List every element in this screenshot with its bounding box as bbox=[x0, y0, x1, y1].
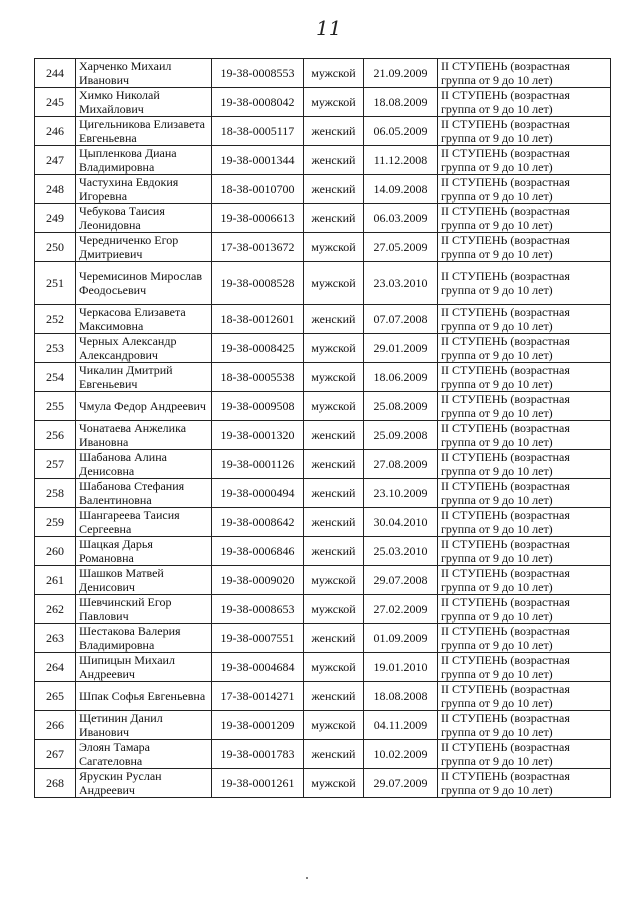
stage-group: II СТУПЕНЬ (возрастная группа от 9 до 10 лет) bbox=[438, 508, 611, 537]
participant-id: 19-38-0006613 bbox=[212, 204, 304, 233]
gender: мужской bbox=[304, 595, 364, 624]
gender: мужской bbox=[304, 363, 364, 392]
participant-id: 19-38-0001783 bbox=[212, 740, 304, 769]
participant-id: 19-38-0008642 bbox=[212, 508, 304, 537]
row-number: 249 bbox=[35, 204, 76, 233]
birth-date: 29.07.2008 bbox=[364, 566, 438, 595]
row-number: 259 bbox=[35, 508, 76, 537]
row-number: 251 bbox=[35, 262, 76, 305]
gender: мужской bbox=[304, 769, 364, 798]
gender: мужской bbox=[304, 334, 364, 363]
table-row bbox=[35, 88, 611, 117]
participant-id: 19-38-0009508 bbox=[212, 392, 304, 421]
gender: женский bbox=[304, 508, 364, 537]
table-row bbox=[35, 566, 611, 595]
participant-id: 18-38-0005538 bbox=[212, 363, 304, 392]
birth-date: 06.03.2009 bbox=[364, 204, 438, 233]
birth-date: 14.09.2008 bbox=[364, 175, 438, 204]
table-row bbox=[35, 740, 611, 769]
stage-group: II СТУПЕНЬ (возрастная группа от 9 до 10 лет) bbox=[438, 537, 611, 566]
participant-id: 19-38-0001261 bbox=[212, 769, 304, 798]
full-name: Цигельникова Елизавета Евгеньевна bbox=[76, 117, 212, 146]
table-row bbox=[35, 363, 611, 392]
full-name: Чикалин Дмитрий Евгеньевич bbox=[76, 363, 212, 392]
participant-id: 18-38-0010700 bbox=[212, 175, 304, 204]
stage-group: II СТУПЕНЬ (возрастная группа от 9 до 10 лет) bbox=[438, 262, 611, 305]
row-number: 253 bbox=[35, 334, 76, 363]
stage-group: II СТУПЕНЬ (возрастная группа от 9 до 10 лет) bbox=[438, 233, 611, 262]
birth-date: 21.09.2009 bbox=[364, 59, 438, 88]
gender: женский bbox=[304, 305, 364, 334]
row-number: 268 bbox=[35, 769, 76, 798]
table-row bbox=[35, 479, 611, 508]
full-name: Харченко Михаил Иванович bbox=[76, 59, 212, 88]
participant-id: 19-38-0008425 bbox=[212, 334, 304, 363]
table-row bbox=[35, 624, 611, 653]
stage-group: II СТУПЕНЬ (возрастная группа от 9 до 10 лет) bbox=[438, 363, 611, 392]
table-row bbox=[35, 204, 611, 233]
gender: женский bbox=[304, 682, 364, 711]
birth-date: 23.03.2010 bbox=[364, 262, 438, 305]
row-number: 263 bbox=[35, 624, 76, 653]
row-number: 252 bbox=[35, 305, 76, 334]
birth-date: 11.12.2008 bbox=[364, 146, 438, 175]
participant-id: 19-38-0007551 bbox=[212, 624, 304, 653]
stage-group: II СТУПЕНЬ (возрастная группа от 9 до 10 лет) bbox=[438, 566, 611, 595]
stage-group: II СТУПЕНЬ (возрастная группа от 9 до 10 лет) bbox=[438, 392, 611, 421]
row-number: 246 bbox=[35, 117, 76, 146]
stage-group: II СТУПЕНЬ (возрастная группа от 9 до 10 лет) bbox=[438, 59, 611, 88]
birth-date: 25.03.2010 bbox=[364, 537, 438, 566]
stage-group: II СТУПЕНЬ (возрастная группа от 9 до 10 лет) bbox=[438, 334, 611, 363]
table-row bbox=[35, 537, 611, 566]
stage-group: II СТУПЕНЬ (возрастная группа от 9 до 10 лет) bbox=[438, 450, 611, 479]
full-name: Шабанова Алина Денисовна bbox=[76, 450, 212, 479]
participant-id: 17-38-0013672 bbox=[212, 233, 304, 262]
stage-group: II СТУПЕНЬ (возрастная группа от 9 до 10 лет) bbox=[438, 88, 611, 117]
stage-group: II СТУПЕНЬ (возрастная группа от 9 до 10 лет) bbox=[438, 117, 611, 146]
full-name: Щетинин Данил Иванович bbox=[76, 711, 212, 740]
stage-group: II СТУПЕНЬ (возрастная группа от 9 до 10 лет) bbox=[438, 146, 611, 175]
gender: женский bbox=[304, 146, 364, 175]
gender: мужской bbox=[304, 566, 364, 595]
gender: мужской bbox=[304, 392, 364, 421]
full-name: Черемисинов Мирослав Феодосьевич bbox=[76, 262, 212, 305]
stage-group: II СТУПЕНЬ (возрастная группа от 9 до 10 лет) bbox=[438, 740, 611, 769]
table-row bbox=[35, 682, 611, 711]
full-name: Чебукова Таисия Леонидовна bbox=[76, 204, 212, 233]
birth-date: 18.06.2009 bbox=[364, 363, 438, 392]
stage-group: II СТУПЕНЬ (возрастная группа от 9 до 10 лет) bbox=[438, 595, 611, 624]
row-number: 260 bbox=[35, 537, 76, 566]
row-number: 254 bbox=[35, 363, 76, 392]
stage-group: II СТУПЕНЬ (возрастная группа от 9 до 10 лет) bbox=[438, 204, 611, 233]
gender: женский bbox=[304, 450, 364, 479]
row-number: 257 bbox=[35, 450, 76, 479]
row-number: 262 bbox=[35, 595, 76, 624]
full-name: Чередниченко Егор Дмитриевич bbox=[76, 233, 212, 262]
participant-id: 19-38-0008042 bbox=[212, 88, 304, 117]
full-name: Ярускин Руслан Андреевич bbox=[76, 769, 212, 798]
row-number: 261 bbox=[35, 566, 76, 595]
scan-speck bbox=[306, 877, 308, 879]
row-number: 250 bbox=[35, 233, 76, 262]
gender: женский bbox=[304, 740, 364, 769]
stage-group: II СТУПЕНЬ (возрастная группа от 9 до 10 лет) bbox=[438, 421, 611, 450]
participant-id: 19-38-0006846 bbox=[212, 537, 304, 566]
row-number: 244 bbox=[35, 59, 76, 88]
page-number: 11 bbox=[316, 16, 342, 40]
table-row bbox=[35, 117, 611, 146]
full-name: Шабанова Стефания Валентиновна bbox=[76, 479, 212, 508]
full-name: Чмула Федор Андреевич bbox=[76, 392, 212, 421]
full-name: Черкасова Елизавета Максимовна bbox=[76, 305, 212, 334]
full-name: Шангареева Таисия Сергеевна bbox=[76, 508, 212, 537]
table-row bbox=[35, 450, 611, 479]
participant-id: 19-38-0008553 bbox=[212, 59, 304, 88]
gender: женский bbox=[304, 421, 364, 450]
participant-id: 19-38-0008653 bbox=[212, 595, 304, 624]
birth-date: 18.08.2008 bbox=[364, 682, 438, 711]
row-number: 245 bbox=[35, 88, 76, 117]
table-row bbox=[35, 595, 611, 624]
full-name: Частухина Евдокия Игоревна bbox=[76, 175, 212, 204]
row-number: 255 bbox=[35, 392, 76, 421]
table-row bbox=[35, 769, 611, 798]
gender: женский bbox=[304, 624, 364, 653]
participant-id: 19-38-0001320 bbox=[212, 421, 304, 450]
row-number: 264 bbox=[35, 653, 76, 682]
stage-group: II СТУПЕНЬ (возрастная группа от 9 до 10 лет) bbox=[438, 682, 611, 711]
full-name: Элоян Тамара Сагателовна bbox=[76, 740, 212, 769]
participant-id: 18-38-0012601 bbox=[212, 305, 304, 334]
participant-id: 19-38-0001126 bbox=[212, 450, 304, 479]
gender: мужской bbox=[304, 88, 364, 117]
table-row bbox=[35, 421, 611, 450]
birth-date: 29.07.2009 bbox=[364, 769, 438, 798]
stage-group: II СТУПЕНЬ (возрастная группа от 9 до 10 лет) bbox=[438, 711, 611, 740]
participant-id: 19-38-0001344 bbox=[212, 146, 304, 175]
table-row bbox=[35, 334, 611, 363]
full-name: Шевчинский Егор Павлович bbox=[76, 595, 212, 624]
row-number: 267 bbox=[35, 740, 76, 769]
gender: мужской bbox=[304, 262, 364, 305]
full-name: Шацкая Дарья Романовна bbox=[76, 537, 212, 566]
row-number: 248 bbox=[35, 175, 76, 204]
birth-date: 18.08.2009 bbox=[364, 88, 438, 117]
participant-id: 19-38-0008528 bbox=[212, 262, 304, 305]
birth-date: 29.01.2009 bbox=[364, 334, 438, 363]
birth-date: 04.11.2009 bbox=[364, 711, 438, 740]
full-name: Цыпленкова Диана Владимировна bbox=[76, 146, 212, 175]
participant-id: 17-38-0014271 bbox=[212, 682, 304, 711]
birth-date: 06.05.2009 bbox=[364, 117, 438, 146]
birth-date: 10.02.2009 bbox=[364, 740, 438, 769]
gender: женский bbox=[304, 204, 364, 233]
stage-group: II СТУПЕНЬ (возрастная группа от 9 до 10 лет) bbox=[438, 653, 611, 682]
birth-date: 25.09.2008 bbox=[364, 421, 438, 450]
table-row bbox=[35, 711, 611, 740]
full-name: Шестакова Валерия Владимировна bbox=[76, 624, 212, 653]
gender: женский bbox=[304, 117, 364, 146]
table-row bbox=[35, 653, 611, 682]
birth-date: 27.05.2009 bbox=[364, 233, 438, 262]
table-row bbox=[35, 508, 611, 537]
stage-group: II СТУПЕНЬ (возрастная группа от 9 до 10 лет) bbox=[438, 305, 611, 334]
birth-date: 23.10.2009 bbox=[364, 479, 438, 508]
stage-group: II СТУПЕНЬ (возрастная группа от 9 до 10 лет) bbox=[438, 769, 611, 798]
gender: женский bbox=[304, 479, 364, 508]
row-number: 265 bbox=[35, 682, 76, 711]
participants-table bbox=[34, 58, 611, 798]
birth-date: 07.07.2008 bbox=[364, 305, 438, 334]
stage-group: II СТУПЕНЬ (возрастная группа от 9 до 10 лет) bbox=[438, 624, 611, 653]
table-row bbox=[35, 392, 611, 421]
row-number: 256 bbox=[35, 421, 76, 450]
stage-group: II СТУПЕНЬ (возрастная группа от 9 до 10 лет) bbox=[438, 175, 611, 204]
participant-id: 19-38-0000494 bbox=[212, 479, 304, 508]
participant-id: 19-38-0001209 bbox=[212, 711, 304, 740]
birth-date: 19.01.2010 bbox=[364, 653, 438, 682]
participant-id: 18-38-0005117 bbox=[212, 117, 304, 146]
table-row bbox=[35, 305, 611, 334]
full-name: Шашков Матвей Денисович bbox=[76, 566, 212, 595]
table-row bbox=[35, 59, 611, 88]
birth-date: 30.04.2010 bbox=[364, 508, 438, 537]
participant-id: 19-38-0004684 bbox=[212, 653, 304, 682]
row-number: 258 bbox=[35, 479, 76, 508]
full-name: Шпак Софья Евгеньевна bbox=[76, 682, 212, 711]
gender: женский bbox=[304, 175, 364, 204]
gender: мужской bbox=[304, 711, 364, 740]
participant-id: 19-38-0009020 bbox=[212, 566, 304, 595]
row-number: 266 bbox=[35, 711, 76, 740]
birth-date: 27.02.2009 bbox=[364, 595, 438, 624]
full-name: Чонатаева Анжелика Ивановна bbox=[76, 421, 212, 450]
full-name: Черных Александр Александрович bbox=[76, 334, 212, 363]
gender: мужской bbox=[304, 233, 364, 262]
stage-group: II СТУПЕНЬ (возрастная группа от 9 до 10 лет) bbox=[438, 479, 611, 508]
birth-date: 25.08.2009 bbox=[364, 392, 438, 421]
table-row bbox=[35, 262, 611, 305]
full-name: Химко Николай Михайлович bbox=[76, 88, 212, 117]
gender: мужской bbox=[304, 59, 364, 88]
birth-date: 01.09.2009 bbox=[364, 624, 438, 653]
table-row bbox=[35, 233, 611, 262]
birth-date: 27.08.2009 bbox=[364, 450, 438, 479]
row-number: 247 bbox=[35, 146, 76, 175]
table-row bbox=[35, 146, 611, 175]
table-row bbox=[35, 175, 611, 204]
full-name: Шипицын Михаил Андреевич bbox=[76, 653, 212, 682]
gender: мужской bbox=[304, 653, 364, 682]
gender: женский bbox=[304, 537, 364, 566]
